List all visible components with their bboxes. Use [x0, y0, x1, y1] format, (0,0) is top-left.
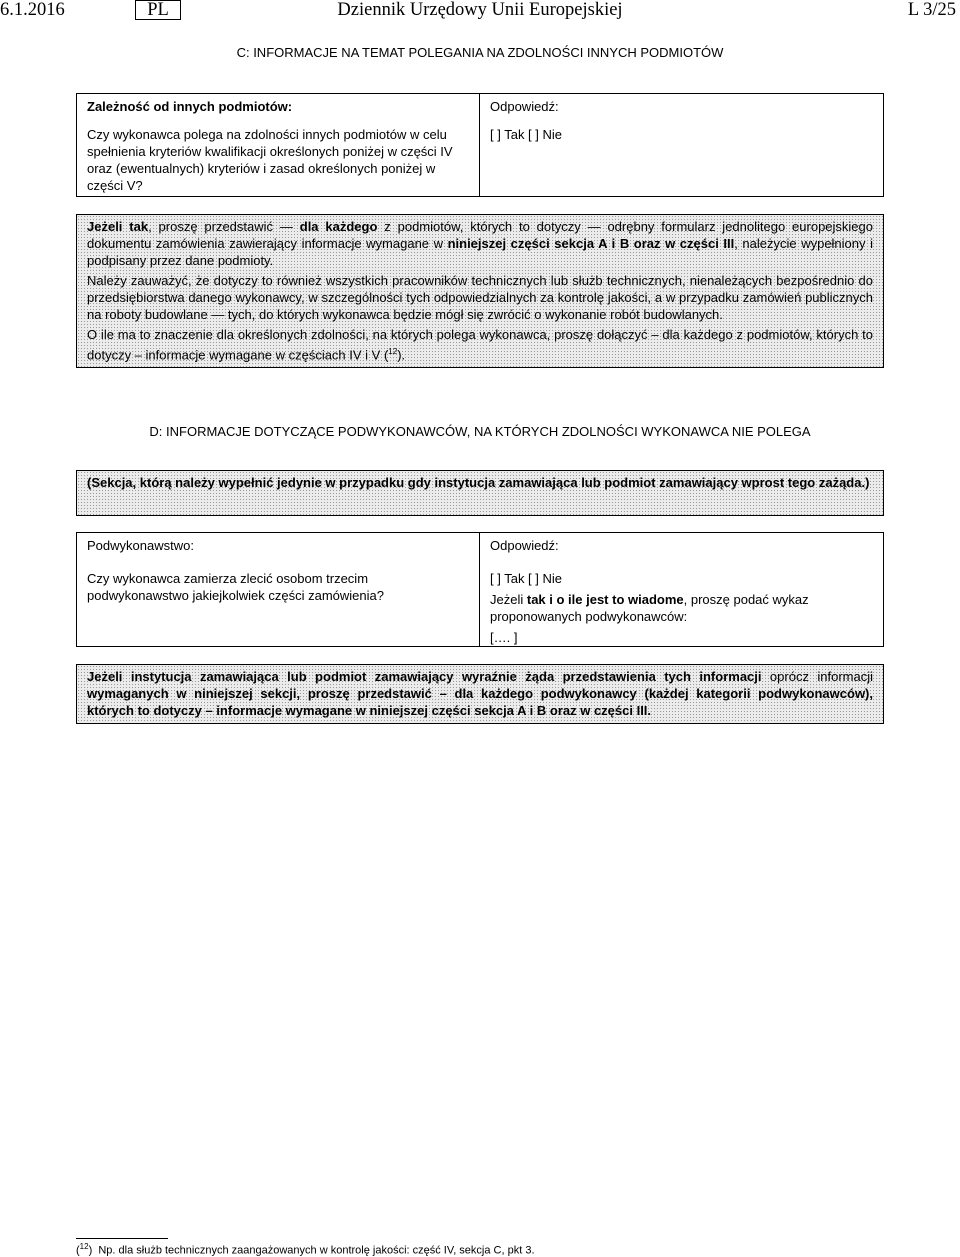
section-d-answer-line2: [490, 591, 873, 625]
header-language-badge: PL: [135, 0, 181, 20]
note1-part-f: , należycie wypełniony i podpisany przez dane podmioty.: [87, 236, 873, 268]
header-date: 6.1.2016: [0, 0, 65, 20]
section-d-question-table: [76, 532, 884, 647]
note3-part-a: O ile ma to znaczenie dla określonych zdolności, na których polega wykonawca, proszę dołączyć – dla każdego z podmiotów, których to dotyczy – informacje wymagane w częściach IV i V (: [87, 327, 873, 363]
header-journal-title: Dziennik Urzędowy Unii Europejskiej: [337, 0, 623, 20]
section-c-question-cell: [77, 94, 480, 196]
answer2-part-b: tak i o ile jest to wiadome: [526, 592, 684, 607]
section-d-bottom-note: [76, 664, 884, 724]
section-c-title: C: INFORMACJE NA TEMAT POLEGANIA NA ZDOLNOŚCI INNYCH PODMIOTÓW: [236, 45, 724, 60]
section-d-question-text: Czy wykonawca zamierza zlecić osobom trzecim podwykonawstwo jakiejkolwiek części zamówienia?: [87, 571, 384, 603]
footnote-text: Np. dla służb technicznych zaangażowanych w kontrolę jakości: część IV, sekcja C, pkt 3.: [98, 1244, 535, 1257]
section-c-question-head: Zależność od innych podmiotów:: [87, 99, 293, 114]
section-c-answer-text[interactable]: [ ] Tak [ ] Nie: [490, 127, 563, 142]
section-d-title: D: INFORMACJE DOTYCZĄCE PODWYKONAWCÓW, NA KTÓRYCH ZDOLNOŚCI WYKONAWCA NIE POLEGA: [149, 424, 811, 439]
bottom-note-part-c: wymaganych w niniejszej sekcji, proszę przedstawić – dla każdego podwykonawcy (każdej kategorii podwykonawców), których to dotyczy – informacje wymagane w niniejszej części sekcja A i B oraz w części III.: [87, 686, 873, 718]
footnote-divider: [76, 1238, 168, 1239]
bottom-note-part-b: oprócz informacji: [761, 669, 873, 684]
note1-part-c: dla każdego: [299, 219, 378, 234]
section-c-note-3: [87, 326, 873, 363]
section-d-top-note-text: (Sekcja, którą należy wypełnić jedynie w przypadku gdy instytucja zamawiająca lub podmiot zamawiający wprost tego zażąda.): [87, 475, 870, 490]
section-c-note-2: Należy zauważyć, że dotyczy to również wszystkich pracowników technicznych lub służb technicznych, nienależących bezpośrednio do przedsiębiorstwa danego wykonawcy, w szczególności tych odpowiedzialnych za kontrolę jakości, a w przypadku zamówień publicznych na roboty budowlane — tych, do których wykonawca będzie mógł się zwrócić o wykonanie robót budowlanych.: [87, 273, 873, 322]
section-d-answer-cell: [480, 533, 883, 646]
section-c-instructions: [76, 214, 884, 368]
bottom-note-part-a: Jeżeli instytucja zamawiająca lub podmiot zamawiający wyraźnie żąda przedstawienia tych informacji: [87, 669, 762, 684]
section-c-note-1: [87, 218, 873, 269]
section-d-top-note: [76, 470, 884, 516]
note1-part-d: z podmiotów, których to dotyczy — odrębny formularz jednolitego europejskiego dokumentu zamówienia zawierający informacje wymagane w: [87, 219, 873, 251]
answer2-part-a: Jeżeli: [490, 592, 527, 607]
section-d-bottom-note-text: [87, 668, 873, 719]
note1-part-e: niniejszej części sekcja A i B oraz w części III: [447, 236, 735, 251]
section-c-question-text: Czy wykonawca polega na zdolności innych podmiotów w celu spełnienia kryteriów kwalifikacji określonych poniżej w części IV oraz (ewentualnych) kryteriów i zasad określonych poniżej w części V?: [87, 127, 453, 193]
footnote-12: ($^{12}$) Np. dla służb technicznych zaangażowanych w kontrolę jakości: część IV, sekcja C, pkt 3.: [76, 1242, 535, 1257]
section-c-answer-head: Odpowiedź:: [490, 99, 559, 114]
section-d-question-cell: [77, 533, 480, 646]
section-d-answer-head: Odpowiedź:: [490, 538, 559, 553]
note1-part-b: , proszę przedstawić —: [148, 219, 300, 234]
section-d-answer-line3[interactable]: […. ]: [490, 630, 518, 645]
note3-part-b: ).: [397, 347, 406, 363]
page-header: [0, 0, 960, 24]
section-c-question-table: [76, 93, 884, 197]
section-d-question-head: Podwykonawstwo:: [87, 538, 194, 553]
section-c-answer-cell: [480, 94, 883, 196]
note1-part-a: Jeżeli tak: [87, 219, 149, 234]
footnote-number: 12: [79, 1242, 89, 1251]
section-d-answer-line1[interactable]: [ ] Tak [ ] Nie: [490, 571, 563, 586]
header-page-number: L 3/25: [907, 0, 956, 20]
answer2-part-c: , proszę podać wykaz proponowanych podwykonawców:: [490, 592, 809, 624]
footnote-ref-12[interactable]: 12: [388, 347, 398, 356]
